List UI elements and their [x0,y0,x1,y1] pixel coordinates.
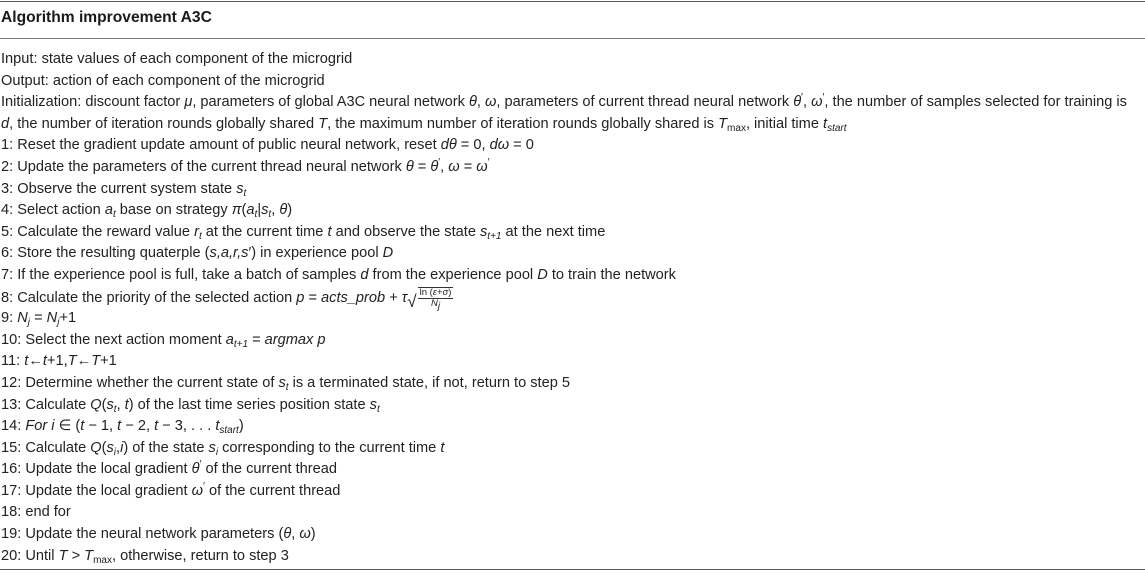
bottom-rule [0,569,1145,570]
step-18: 18: end for [1,504,71,521]
header-rule [0,38,1145,39]
step-13: 13: Calculate $Q(s_t$, t) of the last time series position state $s_t$ [1,396,380,415]
output-line: Output: action of each component of the microgrid [1,72,325,89]
input-line: Input: state values of each component of the microgrid [1,51,353,67]
step-3: 3: Observe the current system state $s_t$ [1,180,247,199]
step-7: 7: If the experience pool is full, take a batch of samples d from the experience pool D to train the network [1,266,676,283]
step-14: 14: For i ∈ (t − 1, t − 2, t − 3, . . . $t_{start}$) [1,418,244,437]
step-16: 16: Update the local gradient θ′ of the current thread [1,459,337,478]
step-15: 15: Calculate $Q(s_i,i)$ of the state $s_i$ corresponding to the current time t [1,439,445,458]
top-rule [0,1,1145,2]
step-8: 8: Calculate the priority of the selected action p = acts_prob + τ√ $\frac{\ln (\varepsilon+\sigma)}{N_j}$ [1,286,452,312]
algorithm-body [1,49,1143,567]
step-20: 20: Until $T > T_{max}$, otherwise, return to step 3 [1,547,289,566]
step-4: 4: Select action $a_t$ base on strategy $\pi(a_t|s_t$, θ) [1,202,293,221]
step-2: 2: Update the parameters of the current thread neural network θ = θ′, ω = ω′ [1,156,490,175]
initialization-line: Initialization: discount factor μ, parameters of global A3C neural network θ, ω, parameters of current thread neural network θ′, ω′, the number of samples selected for training is d, the number of iteration rounds globally shared T, the maximum number of iteration rounds globally shared is $T_{max}$, initial time $t_{start}$ [1,92,1127,134]
step-19: 19: Update the neural network parameters (θ, ω) [1,526,316,543]
step-9: 9: $N_j = N_j+1$ [1,310,77,329]
step-6: 6: Store the resulting quaterple (s,a,r,s′) in experience pool D [1,245,394,262]
step-5: 5: Calculate the reward value $r_t$ at the current time t and observe the state $s_{t+1}$ at the next time [1,223,606,242]
step-12: 12: Determine whether the current state of $s_t$ is a terminated state, if not, return to step 5 [1,374,570,393]
step-1: 1: Reset the gradient update amount of public neural network, reset dθ = 0, dω = 0 [1,137,534,154]
step-10: 10: Select the next action moment $a_{t+1} = argmax$ p [1,331,326,350]
step-11: 11: t←t+1,T←T+1 [1,353,117,370]
step-17: 17: Update the local gradient ω′ of the current thread [1,480,341,499]
table-title: Algorithm improvement A3C [1,9,212,26]
